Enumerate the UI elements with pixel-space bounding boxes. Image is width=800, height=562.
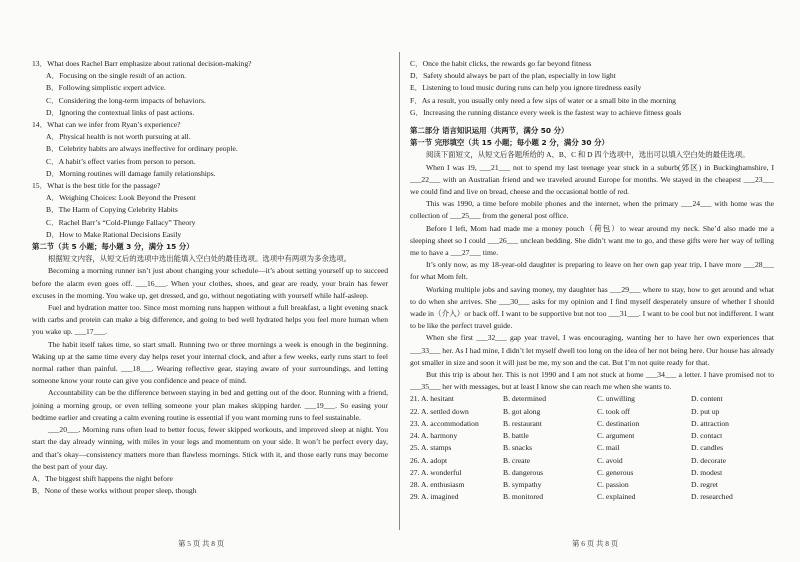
cloze-paragraph: It’s only now, as my 18-year-old daughter is preparing to leave on her own gap year trip, I have more ___28___ for what Mom felt. (410, 260, 774, 282)
choice-22-c: C. took off (597, 406, 630, 416)
q15-option-b: B．The Harm of Copying Celebrity Habits (46, 205, 178, 215)
choice-24-b: B. battle (503, 431, 529, 441)
seven-choice-option-e: E．Listening to loud music during runs can help you ignore tiredness easily (410, 83, 642, 93)
left-column (32, 58, 388, 497)
choice-21-d: D. content (691, 394, 723, 404)
column-divider (399, 52, 400, 530)
choice-26-c: C. avoid (597, 455, 623, 465)
q13-option-a: A．Focusing on the single result of an action. (46, 71, 187, 81)
seven-choice-option-c: C．Once the habit clicks, the rewards go far beyond fitness (410, 59, 592, 68)
seven-choice-option-f: F．As a result, you usually only need a few sips of water or a small bite in the morning (410, 95, 676, 105)
seven-choice-option-d: D．Safety should always be part of the plan, especially in low light (410, 71, 616, 81)
choice-29-b: B. monitored (503, 492, 544, 502)
question-15-stem: 15．What is the best title for the passage? (32, 181, 161, 191)
right-column (410, 58, 774, 503)
passage-paragraph: The habit itself takes time, so start small. Running two or three mornings a week is enough in the beginning. Waking up at the same time every day helps reset your internal clock, and after a few weeks, early runs start to feel normal rather than painful. ___18___. Wearing reflective gear, staying aware of your surroundings, and letting someone know your route can give you confidence and peace of mind. (32, 339, 388, 386)
cloze-choices-table (410, 393, 774, 503)
q15-option-d: D．How to Make Rational Decisions Easily (46, 229, 182, 239)
passage-paragraph: Accountability can be the difference between staying in bed and getting out of the door. Running with a friend, joining a morning group, or even telling someone your plan makes skipping harder. ___19___. So easing your bedtime earlier and creating a calm evening routine is essential if you want morning runs to feel sustainable. (32, 388, 388, 422)
choice-27-a: 27. A. wonderful (410, 467, 462, 477)
choice-25-d: D. candles (691, 443, 724, 453)
choice-27-c: C. generous (597, 467, 634, 477)
choice-26-b: B. create (503, 455, 530, 465)
question-13-stem: 13．What does Rachel Barr emphasize about rational decision-making? (32, 59, 252, 68)
cloze-paragraph: Before I left, Mom had made me a money pouch（荷包）to wear around my neck. She’d also made me a sleeping sheet so I could ___26___ unclean bedding. She didn’t want me to go, and these gifts were her way of telling me to have a ___27___ time. (410, 223, 774, 258)
choice-29-c: C. explained (597, 492, 636, 502)
q13-option-c: C．Considering the long-term impacts of behaviors. (46, 95, 206, 105)
section-2-heading: 第二节（共 5 小题；每小题 3 分，满分 15 分） (32, 242, 194, 252)
q14-option-b: B．Celebrity habits are always ineffective for ordinary people. (46, 144, 238, 154)
choice-26-a: 26. A. adopt (410, 455, 448, 465)
choice-24-d: D. contact (691, 431, 723, 441)
question-14-stem: 14．What can we infer from Ryan’s experience? (32, 120, 181, 130)
cloze-paragraph: But this trip is about her. This is not 1990 and I am not stuck at home ___34___ a letter. I have promised not to ___35___ her with messages, but at least I know she can reach me when she wants to. (410, 370, 774, 392)
choice-23-d: D. attraction (691, 418, 729, 428)
passage-paragraph: ___20___. Morning runs often lead to better focus, fewer skipped workouts, and improved sleep at night. You start the day already winning, with miles in your legs and momentum on your side. It won’t be perfect every day, and that’s okay—consistency matters more than flawless mornings. Stick with it, and those early runs may become the best part of your day. (32, 425, 388, 471)
cloze-section-heading: 第一节 完形填空（共 15 小题；每小题 2 分，满分 30 分） (410, 138, 609, 148)
q15-option-c: C．Rachel Barr’s “Cold-Plunge Fallacy” Theory (46, 217, 196, 227)
q14-option-d: D．Morning routines will damage family relationships. (46, 168, 216, 178)
page-number-left: 第 5 页 共 8 页 (178, 539, 225, 548)
choice-21-c: C. unwilling (597, 394, 635, 404)
cloze-paragraph: When I was 19, ___21___ not to spend my last teenage year stuck in a suburb(郊区) in Buckinghamshire, I ___22___ with an Australian friend and we traveled around Europe for months. We stayed in the cheapest ___23___ we could find and live on bread, cheese and the occasional bottle of red. (410, 162, 774, 197)
cloze-paragraph: Working multiple jobs and saving money, my daughter has ___29___ where to stay, how to get around and what to do when she arrives. She ___30___ asks for my opinion and I find myself desperately unsure of whether I should wade in（介入）or back off. I want to be supportive but not too ___31___. I want to be cool but not indifferent. I want to be like the perfect travel guide. (410, 284, 774, 331)
choice-22-b: B. got along (503, 406, 541, 416)
choice-21-b: B. determined (503, 394, 547, 404)
q14-option-c: C．A habit’s effect varies from person to person. (46, 156, 196, 166)
choice-24-a: 24. A. harmony (410, 431, 458, 441)
choice-28-a: 28. A. enthusiasm (410, 479, 465, 489)
choice-23-c: C. destination (597, 418, 640, 428)
choice-29-a: 29. A. imagined (410, 492, 459, 502)
seven-choice-option-a: A．The biggest shift happens the night before (32, 473, 173, 483)
choice-22-d: D. put up (691, 406, 720, 416)
q14-option-a: A．Physical health is not worth pursuing at all. (46, 132, 191, 142)
q13-option-d: D．Ignoring the contextual links of past actions. (46, 107, 195, 117)
q15-option-a: A．Weighing Choices: Look Beyond the Present (46, 193, 196, 203)
cloze-instruction: 阅读下面短文，从短文后各题所给的 A、B、C 和 D 四个选项中，选出可以填入空白处的最佳选项。 (426, 150, 750, 160)
passage-paragraph: Becoming a morning runner isn’t just about changing your schedule—it’s about setting yourself up to succeed before the alarm even goes off. ___16___. When your clothes, shoes, and gear are ready, your brain has fewer excuses in the morning. You wake up, get dressed, and go, without negotiating with yourself while half-asleep. (32, 266, 388, 300)
seven-choice-option-g: G．Increasing the running distance every week is the fastest way to achieve fitness goals (410, 107, 682, 117)
choice-22-a: 22. A. settled down (410, 406, 469, 416)
choice-25-a: 25. A. stamps (410, 443, 452, 453)
passage-paragraph: Fuel and hydration matter too. Since most morning runs happen without a full breakfast, a light evening snack with carbs and protein can make a big difference, and going to bed well hydrated helps you feel more human when you wake up. ___17___. (32, 303, 388, 337)
choice-21-a: 21. A. hesitant (410, 394, 454, 404)
choice-29-d: D. researched (691, 492, 733, 502)
q13-option-b: B．Following simplistic expert advice. (46, 83, 166, 93)
choice-26-d: D. decorate (691, 455, 726, 465)
seven-choice-option-b: B．None of these works without proper sleep, though (32, 486, 197, 496)
cloze-paragraph: This was 1990, a time before mobile phones and the internet, when the primary ___24___ with home was the collection of ___25___ from the general post office. (410, 199, 774, 221)
choice-27-d: D. modest (691, 467, 723, 477)
choice-25-b: B. snacks (503, 443, 533, 453)
choice-23-a: 23. A. accommodation (410, 418, 479, 428)
section-2-instruction: 根据短文内容，从短文后的选项中选出能填入空白处的最佳选项。选项中有两项为多余选项。 (48, 254, 352, 264)
choice-25-c: C. mail (597, 443, 620, 453)
choice-28-d: D. regret (691, 479, 718, 489)
part-2-heading: 第二部分 语言知识运用（共两节，满分 50 分） (410, 126, 569, 136)
choice-27-b: B. dangerous (503, 467, 544, 477)
choice-23-b: B. restaurant (503, 418, 542, 428)
choice-28-b: B. sympathy (503, 479, 542, 489)
choice-28-c: C. passion (597, 479, 629, 489)
cloze-paragraph: When she first ___32___ gap year travel, I was encouraging, wanting her to have her own experiences that ___33___ her. As I had mine, I didn’t let myself dwell too long on the idea of her not being here. Our house has already got smaller in size and soon it will just be me, my son and the cat. But I’m not quite ready for that. (410, 333, 774, 367)
choice-24-c: C. argument (597, 431, 635, 441)
page-number-right: 第 6 页 共 8 页 (572, 539, 619, 548)
